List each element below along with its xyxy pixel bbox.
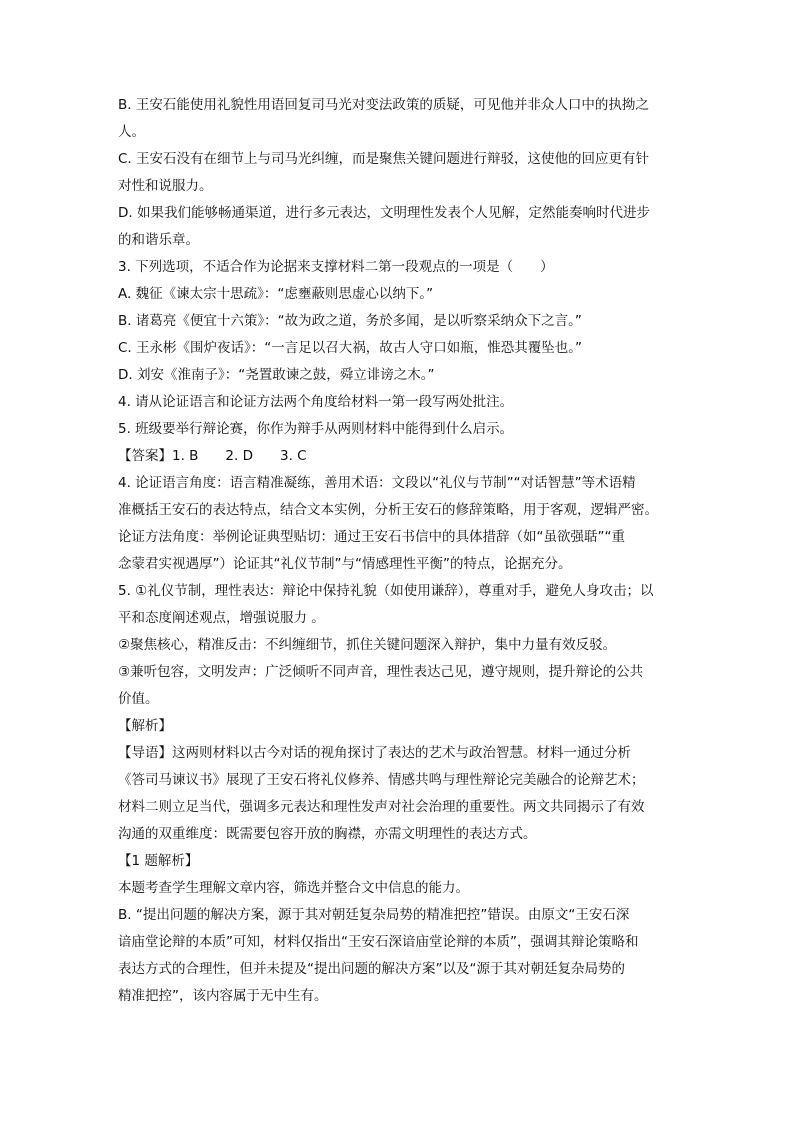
answer-key: 【答案】1. B 2. D 3. C	[118, 448, 307, 464]
option-c-line-2: 对性和说服力。	[118, 178, 213, 194]
question-4: 4. 请从论证语言和论证方法两个角度给材料一第一段写两处批注。	[118, 394, 514, 410]
q1-analysis-line-3: 谙庙堂论辩的本质”可知，材料仅指出“王安石深谙庙堂论辩的本质”，强调其辩论策略和	[118, 934, 639, 950]
answer-4-line-4: 念蒙君实视遇厚”）论证其“礼仪节制”与“情感理性平衡”的特点，论据充分。	[118, 556, 572, 572]
option-d-line-2: 的和谐乐章。	[118, 232, 199, 248]
intro-line-1: 【导语】这两则材料以古今对话的视角探讨了表达的艺术与政治智慧。材料一通过分析	[118, 745, 631, 761]
answer-5-line-1: 5. ①礼仪节制，理性表达：辩论中保持礼貌（如使用谦辞），尊重对手，避免人身攻击；以	[118, 583, 654, 599]
q1-analysis-line-1: 本题考查学生理解文章内容，筛选并整合文中信息的能力。	[118, 880, 469, 896]
intro-line-2: 《答司马谏议书》展现了王安石将礼仪修养、情感共鸣与理性辩论完美融合的论辩艺术；	[118, 772, 645, 788]
question-5: 5. 班级要举行辩论赛，你作为辩手从两则材料中能得到什么启示。	[118, 421, 514, 437]
option-b-line-1: B. 王安石能使用礼貌性用语回复司马光对变法政策的质疑，可见他并非众人口中的执拗之	[118, 97, 649, 113]
option-b-line-2: 人。	[118, 124, 145, 140]
q1-analysis-line-5: 精准把控”，该内容属于无中生有。	[118, 988, 328, 1004]
q1-analysis-line-2: B. “提出问题的解决方案，源于其对朝廷复杂局势的精准把控”错误。由原文“王安石深	[118, 907, 630, 923]
question-3: 3. 下列选项，不适合作为论据来支撑材料二第一段观点的一项是（ ）	[118, 259, 554, 275]
option-c-line-1: C. 王安石没有在细节上与司马光纠缠，而是聚焦关键问题进行辩驳，这使他的回应更有针	[118, 151, 650, 167]
q3-option-d: D. 刘安《淮南子》：“尧置敢谏之鼓，舜立诽谤之木。”	[118, 367, 435, 383]
answer-5-line-2: 平和态度阐述观点，增强说服力 。	[118, 610, 325, 626]
q3-option-b: B. 诸葛亮《便宜十六策》：“故为政之道，务於多闻，是以听察采纳众下之言。”	[118, 313, 582, 329]
answer-4-line-1: 4. 论证语言角度：语言精准凝练，善用术语：文段以“礼仪与节制”“对话智慧”等术语精	[118, 475, 636, 491]
intro-line-3: 材料二则立足当代，强调多元表达和理性发声对社会治理的重要性。两文共同揭示了有效	[118, 799, 645, 815]
option-d-line-1: D. 如果我们能够畅通渠道，进行多元表达，文明理性发表个人见解，定然能奏响时代进步	[118, 205, 650, 221]
q3-option-c: C. 王永彬《围炉夜话》：“一言足以召大祸，故古人守口如瓶，惟恐其覆坠也。”	[118, 340, 582, 356]
intro-line-4: 沟通的双重维度：既需要包容开放的胸襟，亦需文明理性的表达方式。	[118, 826, 537, 842]
answer-5-line-4: ③兼听包容，文明发声：广泛倾听不同声音，理性表达己见，遵守规则，提升辩论的公共	[118, 664, 644, 680]
document-page	[118, 92, 686, 1010]
q1-analysis-heading: 【1 题解析】	[118, 853, 199, 869]
analysis-heading: 【解析】	[118, 718, 172, 734]
q3-option-a: A. 魏征《谏太宗十思疏》：“虑壅蔽则思虚心以纳下。”	[118, 286, 434, 302]
answer-4-line-2: 准概括王安石的表达特点，结合文本实例，分析王安石的修辞策略，用于客观，逻辑严密。	[118, 502, 658, 518]
answer-5-line-3: ②聚焦核心，精准反击：不纠缠细节，抓住关键问题深入辩护，集中力量有效反驳。	[118, 637, 617, 653]
answer-4-line-3: 论证方法角度：举例论证典型贴切：通过王安石书信中的具体措辞（如“虽欲强聒”“重	[118, 529, 625, 545]
q1-analysis-line-4: 表达方式的合理性，但并未提及“提出问题的解决方案”以及“源于其对朝廷复杂局势的	[118, 961, 625, 977]
answer-5-line-5: 价值。	[118, 691, 159, 707]
